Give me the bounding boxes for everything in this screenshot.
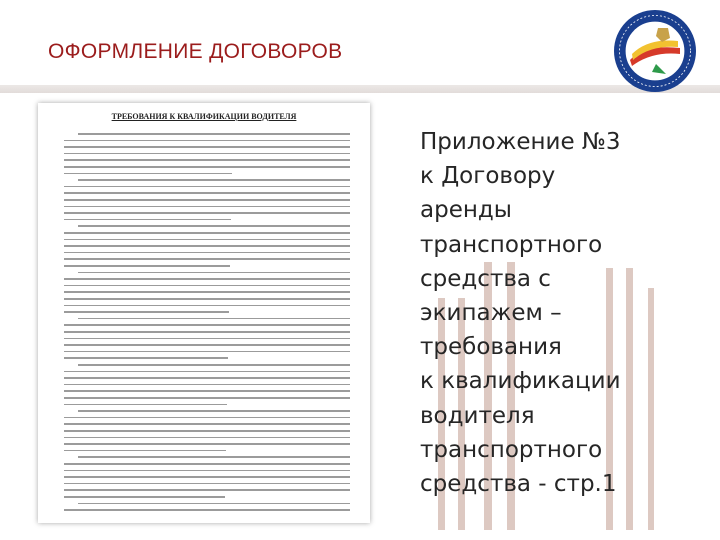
document-text-line xyxy=(64,311,229,313)
document-text-line xyxy=(64,159,350,161)
document-text-line xyxy=(64,199,350,201)
caption-line: средства с xyxy=(420,265,551,292)
caption-line: транспортного xyxy=(420,231,603,258)
document-text-line xyxy=(64,384,350,386)
caption-line: аренды xyxy=(420,197,512,224)
document-text-line xyxy=(64,298,350,300)
document-text-line xyxy=(64,206,350,208)
document-text-line xyxy=(64,291,350,293)
document-text-line xyxy=(64,430,350,432)
document-text-line xyxy=(64,265,230,267)
document-text-line xyxy=(78,503,350,505)
document-text-line xyxy=(64,245,350,247)
document-preview xyxy=(38,103,370,523)
document-text-line xyxy=(78,456,350,458)
document-text-line xyxy=(64,324,350,326)
document-text-line xyxy=(64,153,350,155)
document-text-line xyxy=(64,219,231,221)
document-text-line xyxy=(64,483,350,485)
document-text-line xyxy=(64,496,225,498)
document-text-line xyxy=(78,179,350,181)
document-text-line xyxy=(64,232,350,234)
document-text-line xyxy=(64,371,350,373)
document-text-line xyxy=(64,463,350,465)
document-text-line xyxy=(64,278,350,280)
document-text-line xyxy=(64,397,350,399)
document-text-line xyxy=(64,450,226,452)
document-text-line xyxy=(78,318,350,320)
document-text-line xyxy=(64,476,350,478)
slide-title: ОФОРМЛЕНИЕ ДОГОВОРОВ xyxy=(48,40,343,63)
document-text-line xyxy=(64,417,350,419)
document-text-line xyxy=(64,186,350,188)
document-text-line xyxy=(64,344,350,346)
document-text-line xyxy=(78,133,350,135)
caption-line: Приложение №3 xyxy=(420,129,621,155)
document-text-line xyxy=(64,166,350,168)
document-text-line xyxy=(64,305,350,307)
document-text-line xyxy=(64,146,350,148)
caption-line: средства - стр.1 xyxy=(420,471,617,498)
document-text-line xyxy=(78,364,350,366)
document-text-line xyxy=(64,338,350,340)
caption-line: требования xyxy=(420,334,562,361)
document-text-line xyxy=(64,357,228,359)
document-heading: ТРЕБОВАНИЯ К КВАЛИФИКАЦИИ ВОДИТЕЛЯ xyxy=(111,112,297,121)
document-text-line xyxy=(64,212,350,214)
document-text-line xyxy=(64,470,350,472)
document-text-line xyxy=(64,423,350,425)
document-text-line xyxy=(64,404,227,406)
document-text-line xyxy=(64,509,350,511)
document-text-line xyxy=(78,410,350,412)
document-text-line xyxy=(78,225,350,227)
document-text-line xyxy=(64,252,350,254)
document-text-line xyxy=(64,489,350,491)
document-text-line xyxy=(78,272,350,274)
document-text-line xyxy=(64,443,350,445)
document-text-line xyxy=(64,390,350,392)
caption-line: к квалификации xyxy=(420,368,621,395)
document-text-line xyxy=(64,173,232,175)
document-text-line xyxy=(64,192,350,194)
document-text-line xyxy=(64,351,350,353)
caption-line: к Договору xyxy=(420,163,556,190)
document-text-line xyxy=(64,377,350,379)
document-text-line xyxy=(64,258,350,260)
caption-line: транспортного xyxy=(420,436,603,463)
caption-text xyxy=(420,125,670,501)
document-text-line xyxy=(64,285,350,287)
document-text-line xyxy=(64,140,350,142)
union-emblem-icon xyxy=(612,8,698,94)
document-text-line xyxy=(64,437,350,439)
caption-line: водителя xyxy=(420,402,535,429)
caption-line: экипажем – xyxy=(420,300,562,327)
document-text-line xyxy=(64,239,350,241)
document-text-line xyxy=(64,331,350,333)
